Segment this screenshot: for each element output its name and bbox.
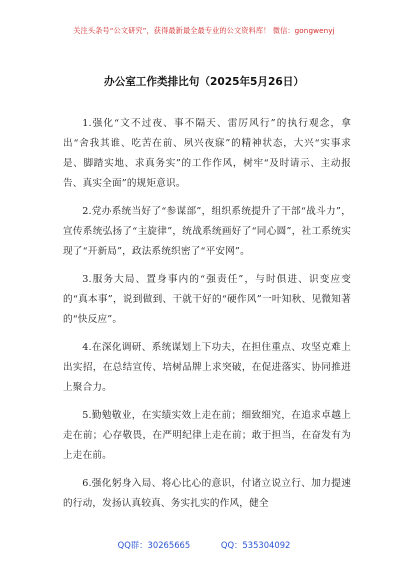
paragraph-1: 1.强化“文不过夜、事不隔天、雷厉风行”的执行观念，拿出“舍我其谁、吃苦在前、夙兴夜寐”的精神状态，大兴“实事求是、脚踏实地、求真务实”的工作作风，树牢“及时请示、主动报告、真实全面”的规矩意识。: [63, 118, 351, 189]
document-title: 办公室工作类排比句（2025年5月26日）: [104, 76, 304, 88]
footer-qq-group: QQ群：30265665: [117, 540, 191, 550]
header-note: 关注头条号“公文研究”，获得最新最全最专业的公文资料库！ 微信：gongwenyj: [73, 26, 335, 35]
footer-contact: [0, 539, 408, 551]
paragraph-6: 6.强化躬身入局、将心比心的意识，付诸立说立行、加力提速的行动，发扬认真较真、务实扎实的作风，健全: [63, 478, 351, 509]
paragraph-4: 4.在深化调研、系统谋划上下功夫，在担住重点、攻坚克难上出实招，在总结宣传、培树品牌上求突破，在促进落实、协同推进上聚合力。: [63, 342, 351, 393]
document-body: [63, 114, 351, 522]
paragraph-3: 3.服务大局、置身事内的“强责任”，与时俱进、识变应变的“真本事”，说到做到、干就干好的“硬作风”一叶知秋、见微知著的“快反应”。: [63, 274, 351, 325]
paragraph-5: 5.勤勉敬业，在实绩实效上走在前；细致细究，在追求卓越上走在前；心存敬畏，在严明纪律上走在前；敢于担当，在奋发有为上走在前。: [63, 410, 351, 461]
footer-qq: QQ：535304092: [220, 540, 291, 550]
paragraph-2: 2.党办系统当好了“参谋部”，组织系统提升了干部“战斗力”，宣传系统弘扬了“主旋律”，统战系统画好了“同心圆”，社工系统实现了“开新局”，政法系统织密了“平安网”。: [63, 206, 351, 257]
